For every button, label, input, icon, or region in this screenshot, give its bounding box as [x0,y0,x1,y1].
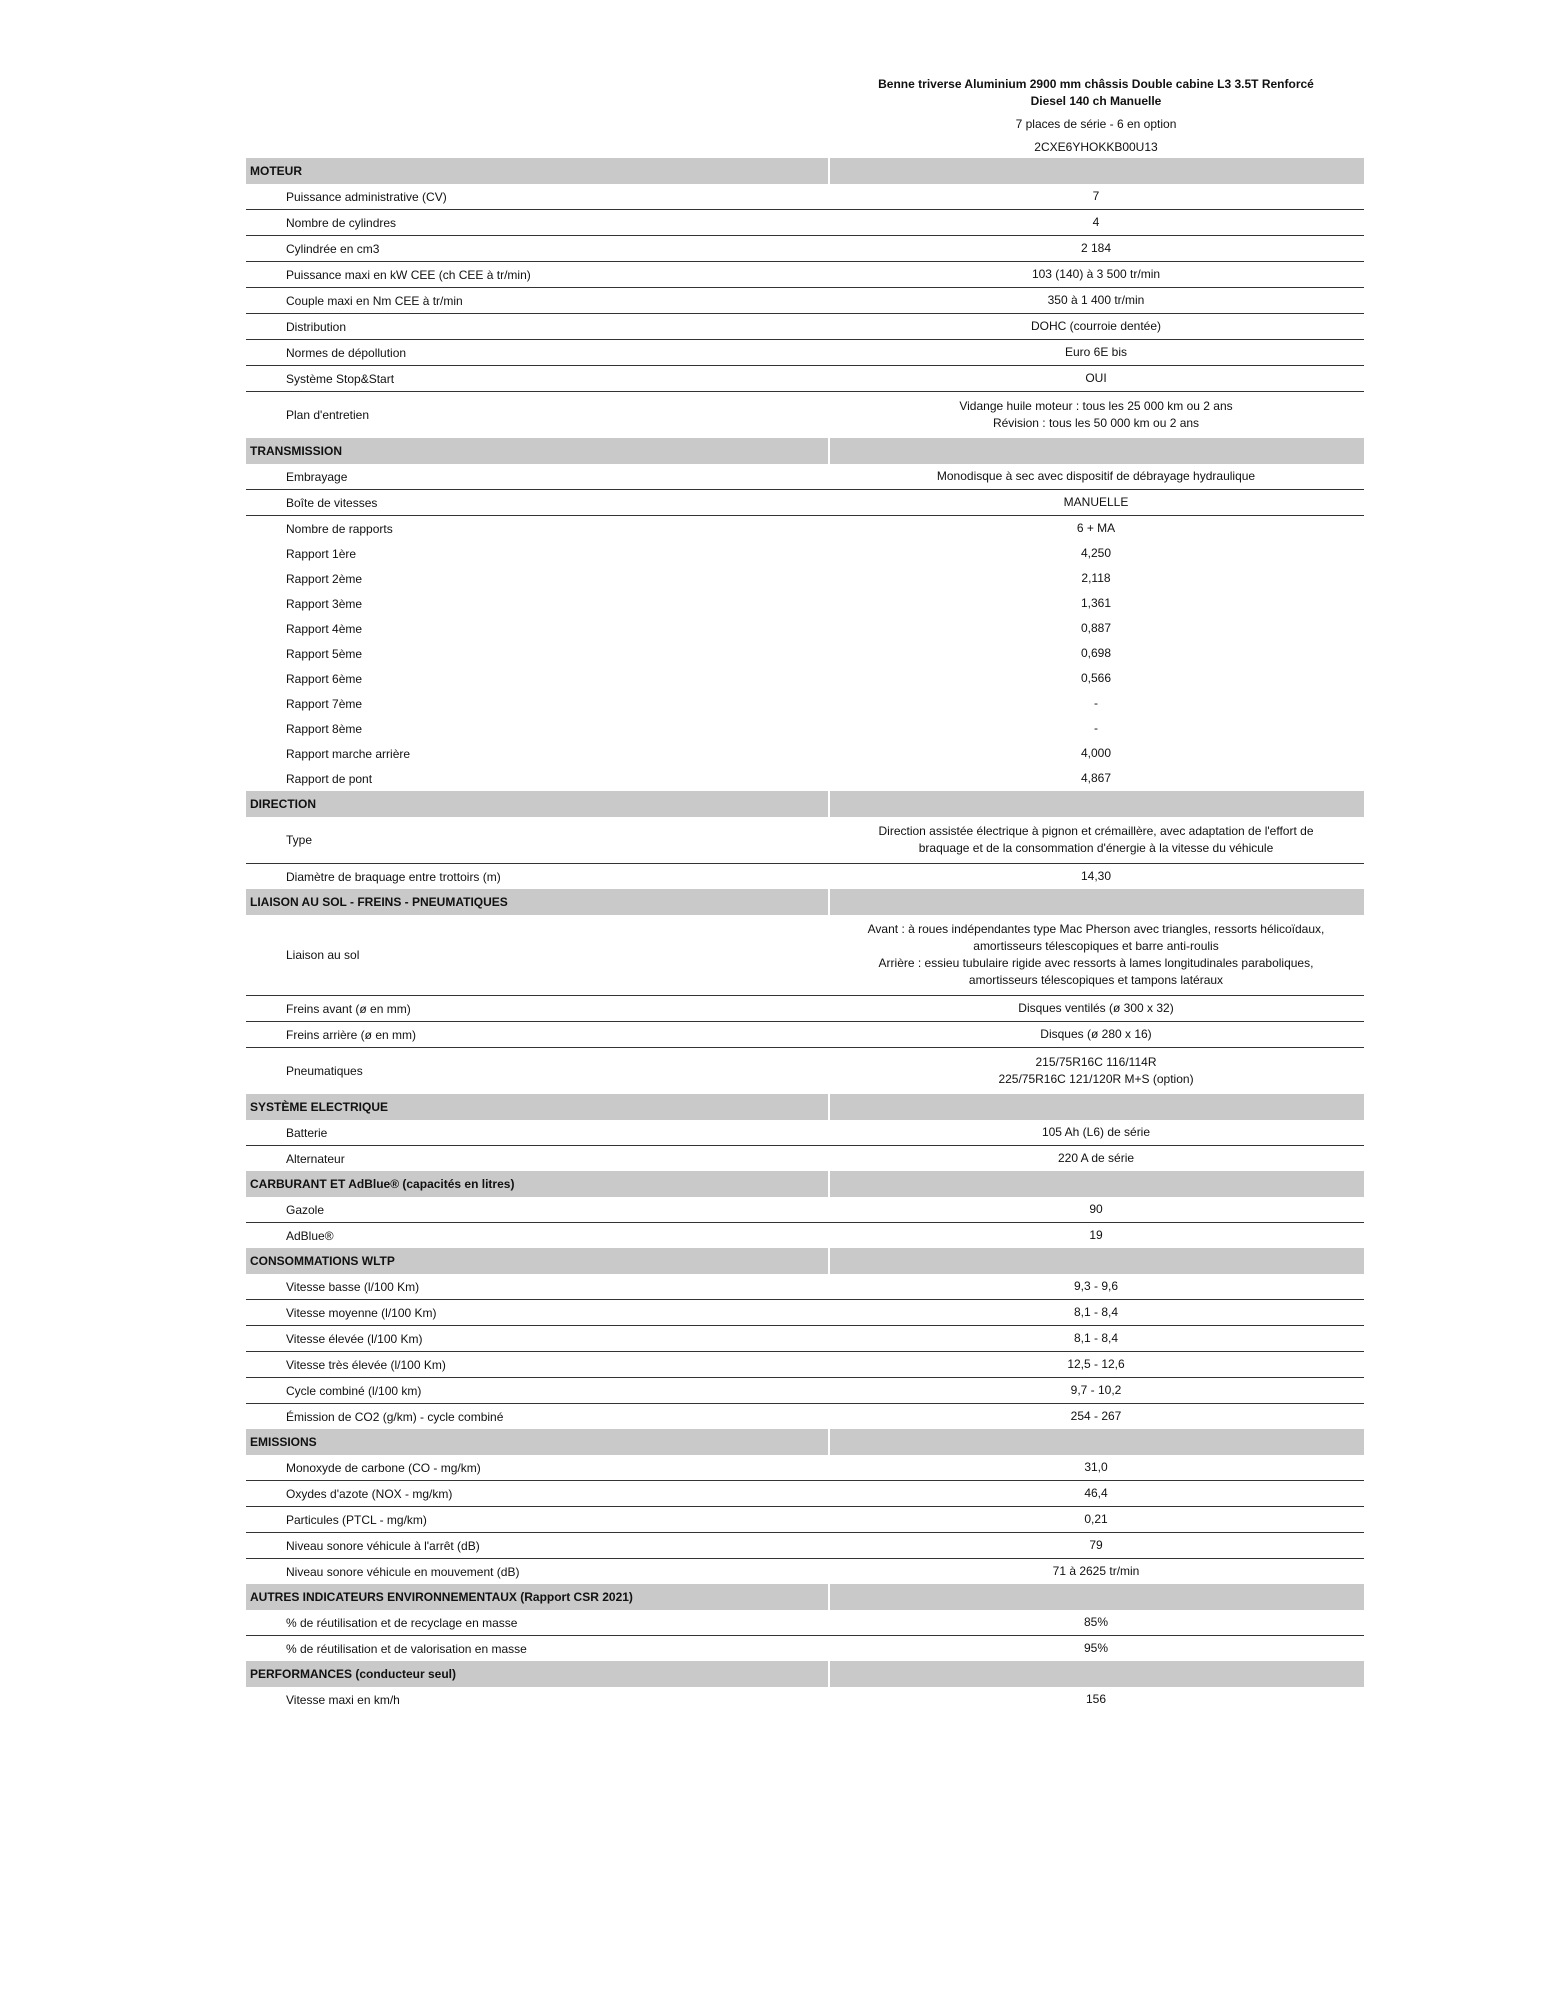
section-transmission [246,438,1364,464]
row-label: Vitesse maxi en km/h [286,1692,400,1707]
row-label: % de réutilisation et de recyclage en masse [286,1615,518,1630]
row-label: Diamètre de braquage entre trottoirs (m) [286,869,501,884]
row-value: 7 [1092,189,1100,203]
section-liaison-au-sol [246,889,1364,915]
row-label: Émission de CO2 (g/km) - cycle combiné [286,1409,504,1424]
section-title: CARBURANT ET AdBlue® (capacités en litres) [250,1177,515,1191]
table-row [246,262,1364,288]
table-row [246,766,1364,791]
row-label: Plan d'entretien [286,408,370,422]
value-line: Vidange huile moteur : tous les 25 000 km ou 2 ans [959,399,1233,413]
table-row [246,641,1364,666]
row-value: 103 (140) à 3 500 tr/min [1031,267,1161,281]
section-autres-indicateurs [246,1584,1364,1610]
row-value: 6 + MA [1076,521,1116,535]
row-label: Alternateur [286,1151,345,1166]
section-title: TRANSMISSION [250,444,343,458]
row-value: 0,21 [1084,1512,1108,1526]
row-label: Couple maxi en Nm CEE à tr/min [286,293,463,308]
row-label: Vitesse très élevée (l/100 Km) [286,1357,446,1372]
row-label: Rapport de pont [286,771,373,786]
row-value: 8,1 - 8,4 [1073,1331,1119,1345]
row-value: Monodisque à sec avec dispositif de débrayage hydraulique [936,469,1256,483]
table-row [246,1610,1364,1636]
table-row [246,996,1364,1022]
table-row [246,1048,1364,1094]
row-label: Distribution [286,319,347,334]
section-title: SYSTÈME ELECTRIQUE [250,1100,389,1114]
table-row [246,616,1364,641]
row-value: OUI [1085,371,1107,385]
table-row [246,666,1364,691]
row-value: 95% [1083,1641,1109,1655]
table-row [246,1352,1364,1378]
table-row [246,1455,1364,1481]
row-label: Niveau sonore véhicule à l'arrêt (dB) [286,1538,480,1553]
row-value: Disques ventilés (ø 300 x 32) [1018,1001,1174,1015]
table-row [246,716,1364,741]
table-row [246,392,1364,438]
value-line: Arrière : essieu tubulaire rigide avec ressorts à lames longitudinales paraboliques, [878,956,1314,970]
table-row [246,1146,1364,1171]
table-row [246,1300,1364,1326]
table-row [246,541,1364,566]
value-line: Direction assistée électrique à pignon et crémaillère, avec adaptation de l'effort de [878,824,1314,838]
section-carburant [246,1171,1364,1197]
table-row [246,1022,1364,1048]
document-header [828,76,1364,156]
table-row [246,1274,1364,1300]
row-label: Batterie [286,1125,328,1140]
row-value: 12,5 - 12,6 [1067,1357,1125,1371]
value-line: braquage et de la consommation d'énergie à la vitesse du véhicule [918,841,1274,855]
row-label: Boîte de vitesses [286,495,378,510]
table-row [246,1687,1364,1712]
value-line: Révision : tous les 50 000 km ou 2 ans [992,416,1200,430]
row-label: Type [286,833,313,847]
section-title: AUTRES INDICATEURS ENVIRONNEMENTAUX (Rapport CSR 2021) [250,1590,633,1604]
row-label: % de réutilisation et de valorisation en masse [286,1641,527,1656]
value-line: 225/75R16C 121/120R M+S (option) [998,1072,1194,1086]
row-value: 79 [1089,1538,1103,1552]
row-label: Vitesse élevée (l/100 Km) [286,1331,423,1346]
row-value: 9,7 - 10,2 [1070,1383,1122,1397]
row-value: 4,250 [1080,546,1112,560]
row-value: 90 [1089,1202,1103,1216]
row-label: Freins avant (ø en mm) [286,1001,411,1016]
table-row [246,817,1364,864]
table-row [246,1378,1364,1404]
table-row [246,1481,1364,1507]
row-label: Cycle combiné (l/100 km) [286,1383,422,1398]
row-label: Nombre de cylindres [286,215,397,230]
section-title: CONSOMMATIONS WLTP [250,1254,395,1268]
section-consommations [246,1248,1364,1274]
value-line: amortisseurs télescopiques et barre anti-roulis [973,939,1219,953]
table-row [246,1326,1364,1352]
section-emissions [246,1429,1364,1455]
row-label: Rapport 7ème [286,696,363,711]
row-value: 2 184 [1080,241,1112,255]
row-label: Rapport 5ème [286,646,363,661]
table-row [246,236,1364,262]
row-value: - [1094,696,1098,710]
row-label: Rapport 8ème [286,721,363,736]
row-value: 2,118 [1081,571,1111,585]
row-value: 4,000 [1080,746,1112,760]
row-value: Disques (ø 280 x 16) [1040,1027,1152,1041]
row-label: AdBlue® [286,1228,334,1243]
table-row [246,366,1364,392]
section-title: EMISSIONS [250,1435,317,1449]
row-value [828,915,1364,995]
row-label: Liaison au sol [286,948,360,962]
table-row [246,490,1364,516]
row-label: Rapport 2ème [286,571,363,586]
row-label: Freins arrière (ø en mm) [286,1027,417,1042]
table-row [246,1223,1364,1248]
row-value: 156 [1085,1692,1107,1706]
row-value: Euro 6E bis [1064,345,1128,359]
vehicle-code: 2CXE6YHOKKB00U13 [1034,140,1158,154]
row-value: 1,361 [1080,596,1112,610]
table-row [246,1404,1364,1429]
table-row [246,340,1364,366]
row-label: Vitesse moyenne (l/100 Km) [286,1305,437,1320]
row-label: Gazole [286,1202,325,1217]
row-label: Rapport 4ème [286,621,363,636]
table-row [246,210,1364,236]
row-label: Cylindrée en cm3 [286,241,380,256]
row-value: DOHC (courroie dentée) [1030,319,1162,333]
table-row [246,184,1364,210]
table-row [246,1533,1364,1559]
table-row [246,1197,1364,1223]
table-row [246,516,1364,541]
row-value: 350 à 1 400 tr/min [1047,293,1145,307]
table-row [246,314,1364,340]
row-value: 4,867 [1080,771,1112,785]
row-value: 105 Ah (L6) de série [1041,1125,1151,1139]
table-row [246,1559,1364,1584]
row-label: Puissance administrative (CV) [286,189,447,204]
row-label: Particules (PTCL - mg/km) [286,1512,427,1527]
table-row [246,1507,1364,1533]
section-systeme-electrique [246,1094,1364,1120]
section-title: DIRECTION [250,797,316,811]
row-value: 46,4 [1084,1486,1108,1500]
row-label: Embrayage [286,469,348,484]
row-value: 254 - 267 [1070,1409,1122,1423]
section-title: PERFORMANCES (conducteur seul) [250,1667,457,1681]
row-label: Système Stop&Start [286,371,395,386]
row-value: 71 à 2625 tr/min [1052,1564,1140,1578]
row-label: Vitesse basse (l/100 Km) [286,1279,420,1294]
table-row [246,864,1364,889]
row-value: MANUELLE [1063,495,1129,509]
table-row [246,591,1364,616]
row-label: Pneumatiques [286,1064,363,1078]
row-label: Monoxyde de carbone (CO - mg/km) [286,1460,481,1475]
table-row [246,691,1364,716]
table-row [246,1636,1364,1661]
row-value: 31,0 [1084,1460,1108,1474]
row-value [828,1048,1364,1094]
row-value: 19 [1089,1228,1103,1242]
row-value: 0,698 [1080,646,1112,660]
section-title: MOTEUR [250,164,302,178]
row-label: Rapport 3ème [286,596,363,611]
section-direction [246,791,1364,817]
value-line: amortisseurs télescopiques et tampons latéraux [968,973,1224,987]
row-value: 220 A de série [1057,1151,1135,1165]
table-row [246,1120,1364,1146]
row-value: 4 [1092,215,1100,229]
table-row [246,288,1364,314]
value-line: 215/75R16C 116/114R [1035,1055,1157,1069]
row-value: 9,3 - 9,6 [1073,1279,1119,1293]
spec-table [246,158,1364,1712]
row-label: Rapport 1ère [286,546,357,561]
row-label: Oxydes d'azote (NOX - mg/km) [286,1486,453,1501]
vehicle-title-line2: Diesel 140 ch Manuelle [1030,94,1162,108]
row-label: Rapport marche arrière [286,746,411,761]
section-moteur [246,158,1364,184]
row-value: 8,1 - 8,4 [1073,1305,1119,1319]
section-title: LIAISON AU SOL - FREINS - PNEUMATIQUES [250,895,508,909]
table-row [246,566,1364,591]
row-value: 14,30 [1080,869,1112,883]
row-value [828,817,1364,863]
row-label: Nombre de rapports [286,521,393,536]
row-label: Niveau sonore véhicule en mouvement (dB) [286,1564,520,1579]
section-performances [246,1661,1364,1687]
row-value: - [1094,721,1098,735]
row-label: Normes de dépollution [286,345,407,360]
value-line: Avant : à roues indépendantes type Mac Pherson avec triangles, ressorts hélicoïdaux, [867,922,1325,936]
vehicle-title-line1: Benne triverse Aluminium 2900 mm châssis Double cabine L3 3.5T Renforcé [878,77,1314,91]
table-row [246,915,1364,996]
table-row [246,741,1364,766]
table-row [246,464,1364,490]
row-label: Rapport 6ème [286,671,363,686]
row-value: 0,887 [1080,621,1112,635]
seating-info: 7 places de série - 6 en option [1015,117,1177,131]
row-label: Puissance maxi en kW CEE (ch CEE à tr/min) [286,267,531,282]
row-value: 0,566 [1080,671,1112,685]
row-value [828,392,1364,438]
row-value: 85% [1083,1615,1109,1629]
